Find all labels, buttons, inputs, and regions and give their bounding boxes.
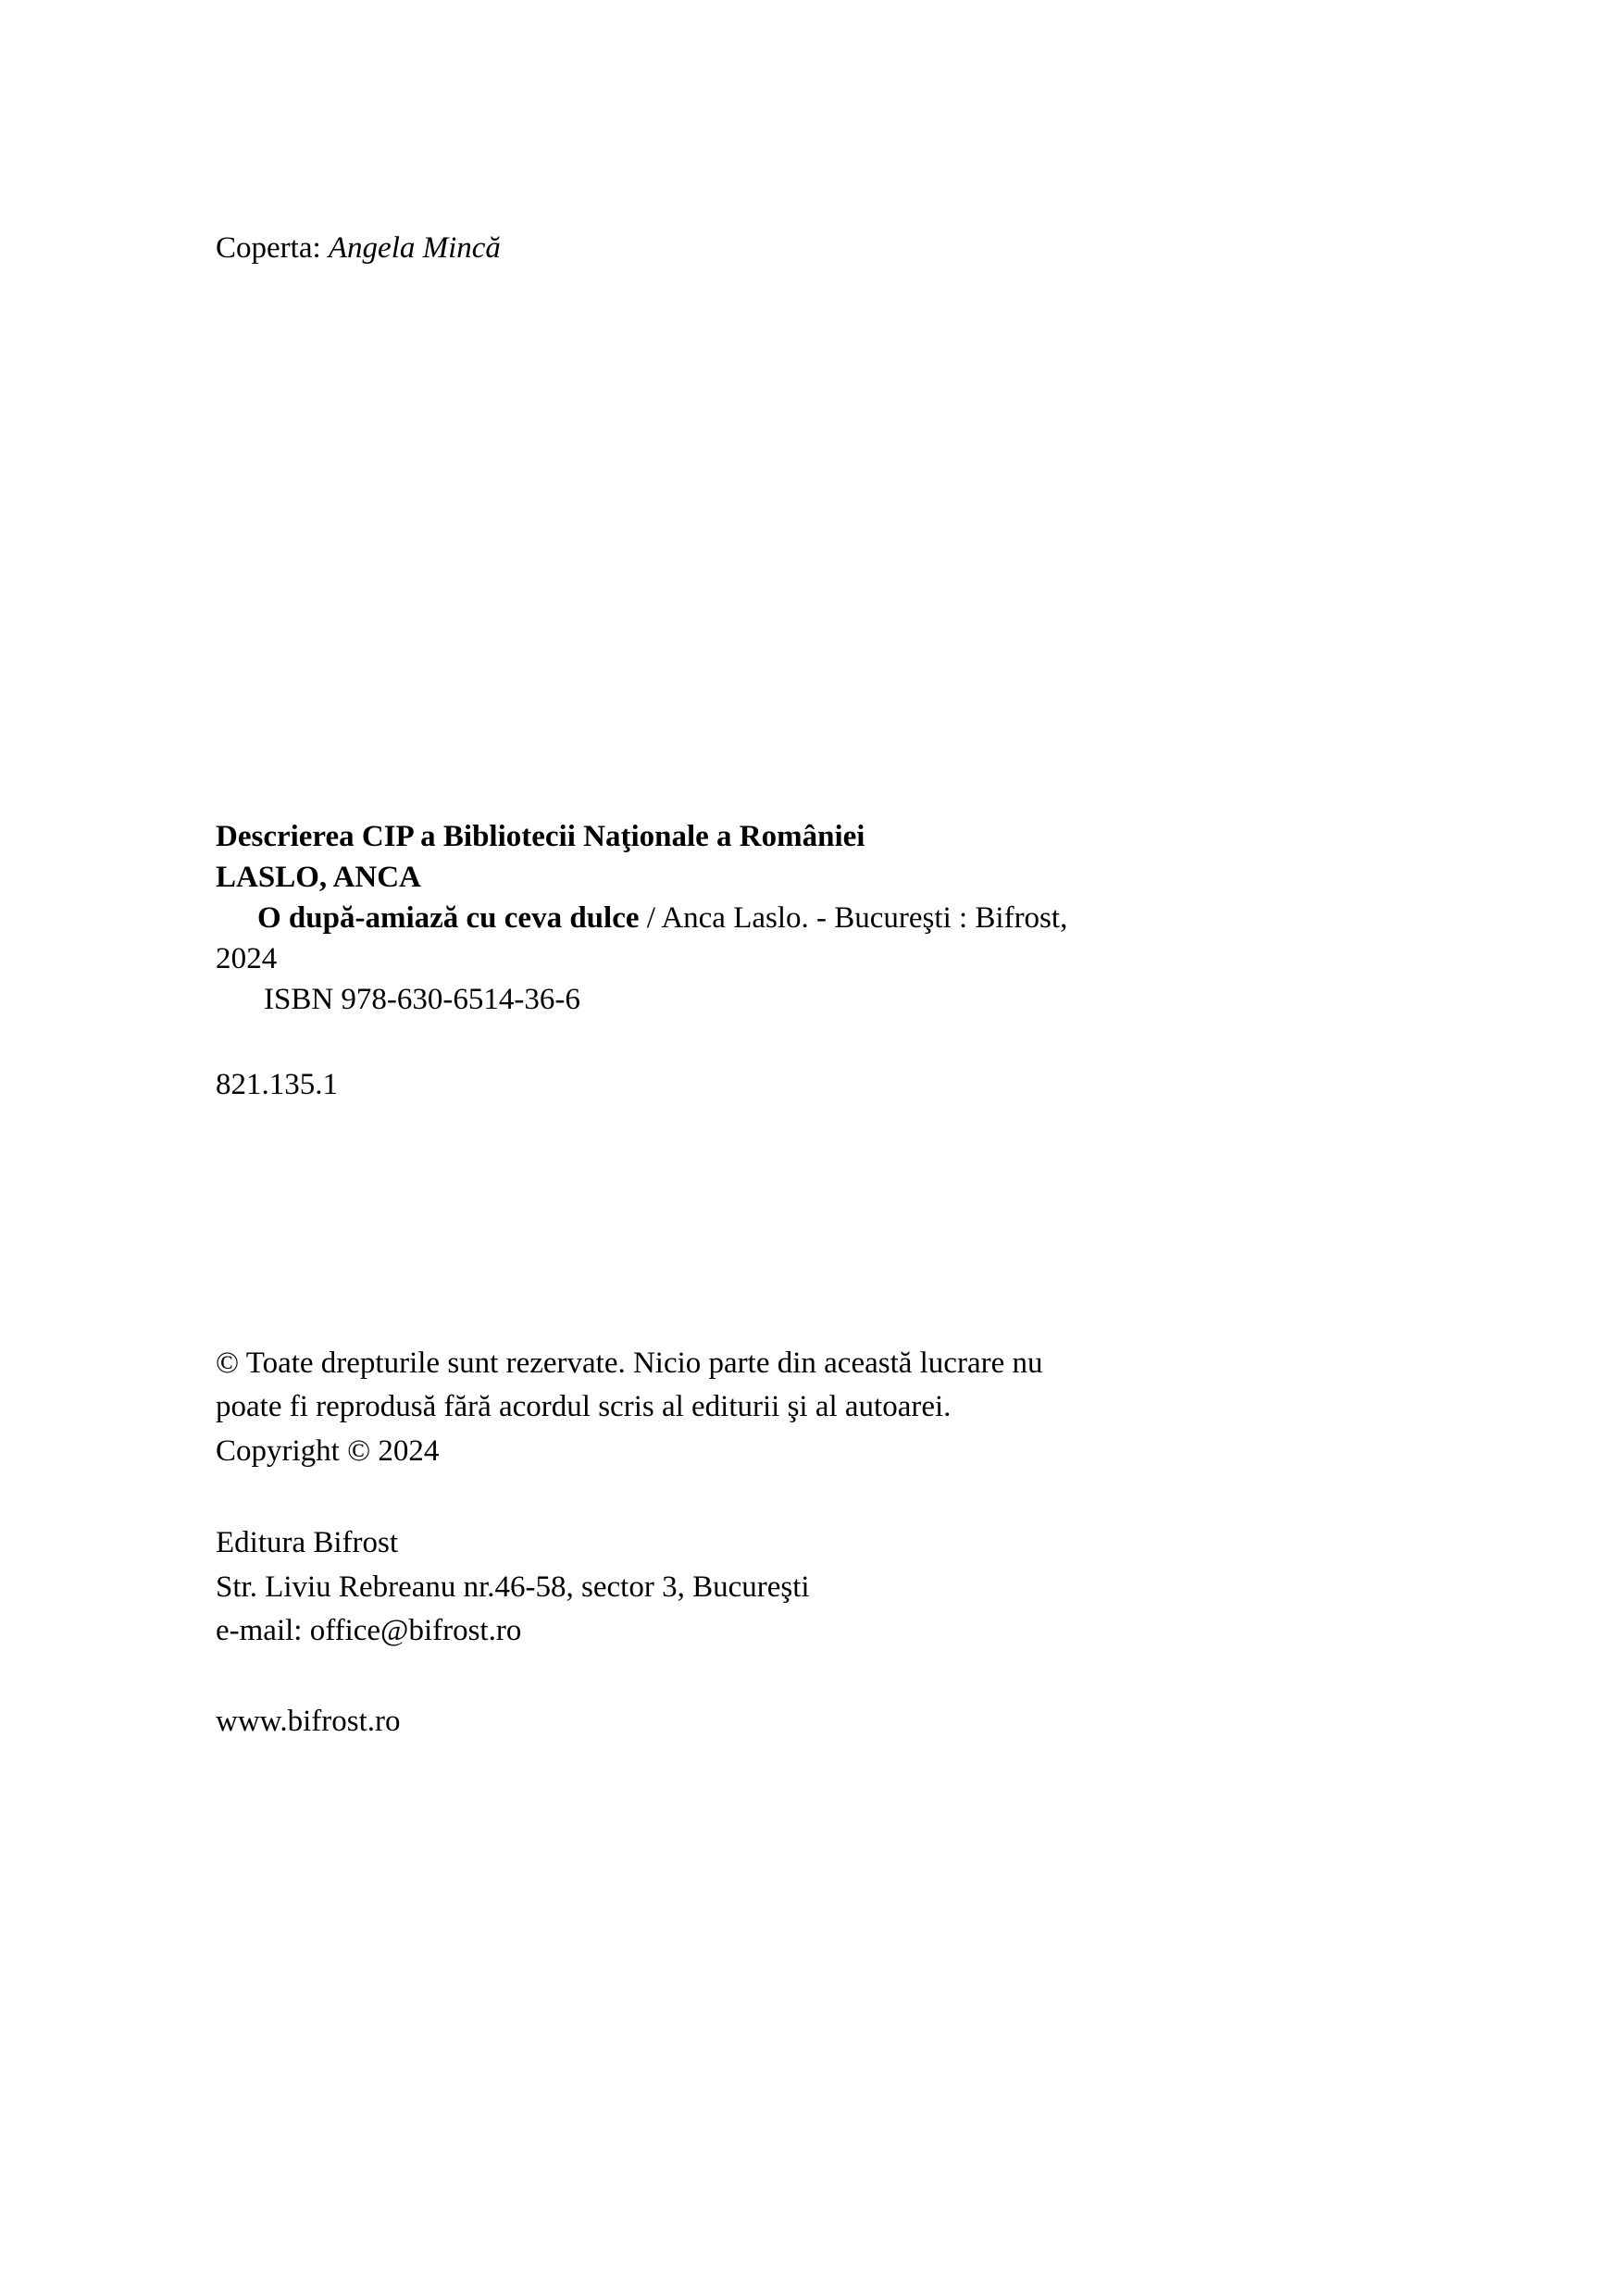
cip-block	[216, 816, 1424, 1106]
cip-author: LASLO, ANCA	[216, 861, 421, 895]
publisher-name: Editura Bifrost	[216, 1526, 399, 1560]
rights-block	[216, 1342, 1410, 1474]
publisher-email: e-mail: office@bifrost.ro	[216, 1614, 522, 1648]
publisher-block	[216, 1521, 1424, 1654]
publisher-website: www.bifrost.ro	[216, 1704, 401, 1738]
cover-designer-name: Angela Mincă	[328, 231, 501, 265]
cip-heading: Descrierea CIP a Bibliotecii Naţionale a României	[216, 820, 865, 853]
cover-credit	[216, 231, 1424, 266]
rights-line-1: © Toate drepturile sunt rezervate. Nicio parte din această lucrare nu	[216, 1346, 1043, 1380]
copyright-line: Copyright © 2024	[216, 1433, 440, 1468]
cip-isbn: ISBN 978-630-6514-36-6	[264, 983, 580, 1017]
cover-credit-label: Coperta:	[216, 231, 321, 265]
cip-book-title: O după-amiază cu ceva dulce	[257, 901, 640, 936]
cip-title-rest: / Anca Laslo. - Bucureşti : Bifrost,	[646, 901, 1068, 936]
rights-line-2: poate fi reprodusă fără acordul scris al editurii şi al autoarei.	[216, 1390, 952, 1424]
cip-year-line: 2024	[216, 941, 278, 975]
publisher-address: Str. Liviu Rebreanu nr.46-58, sector 3, Bucureşti	[216, 1570, 810, 1604]
cip-title-line	[216, 898, 1424, 938]
cip-classification: 821.135.1	[216, 1068, 338, 1102]
